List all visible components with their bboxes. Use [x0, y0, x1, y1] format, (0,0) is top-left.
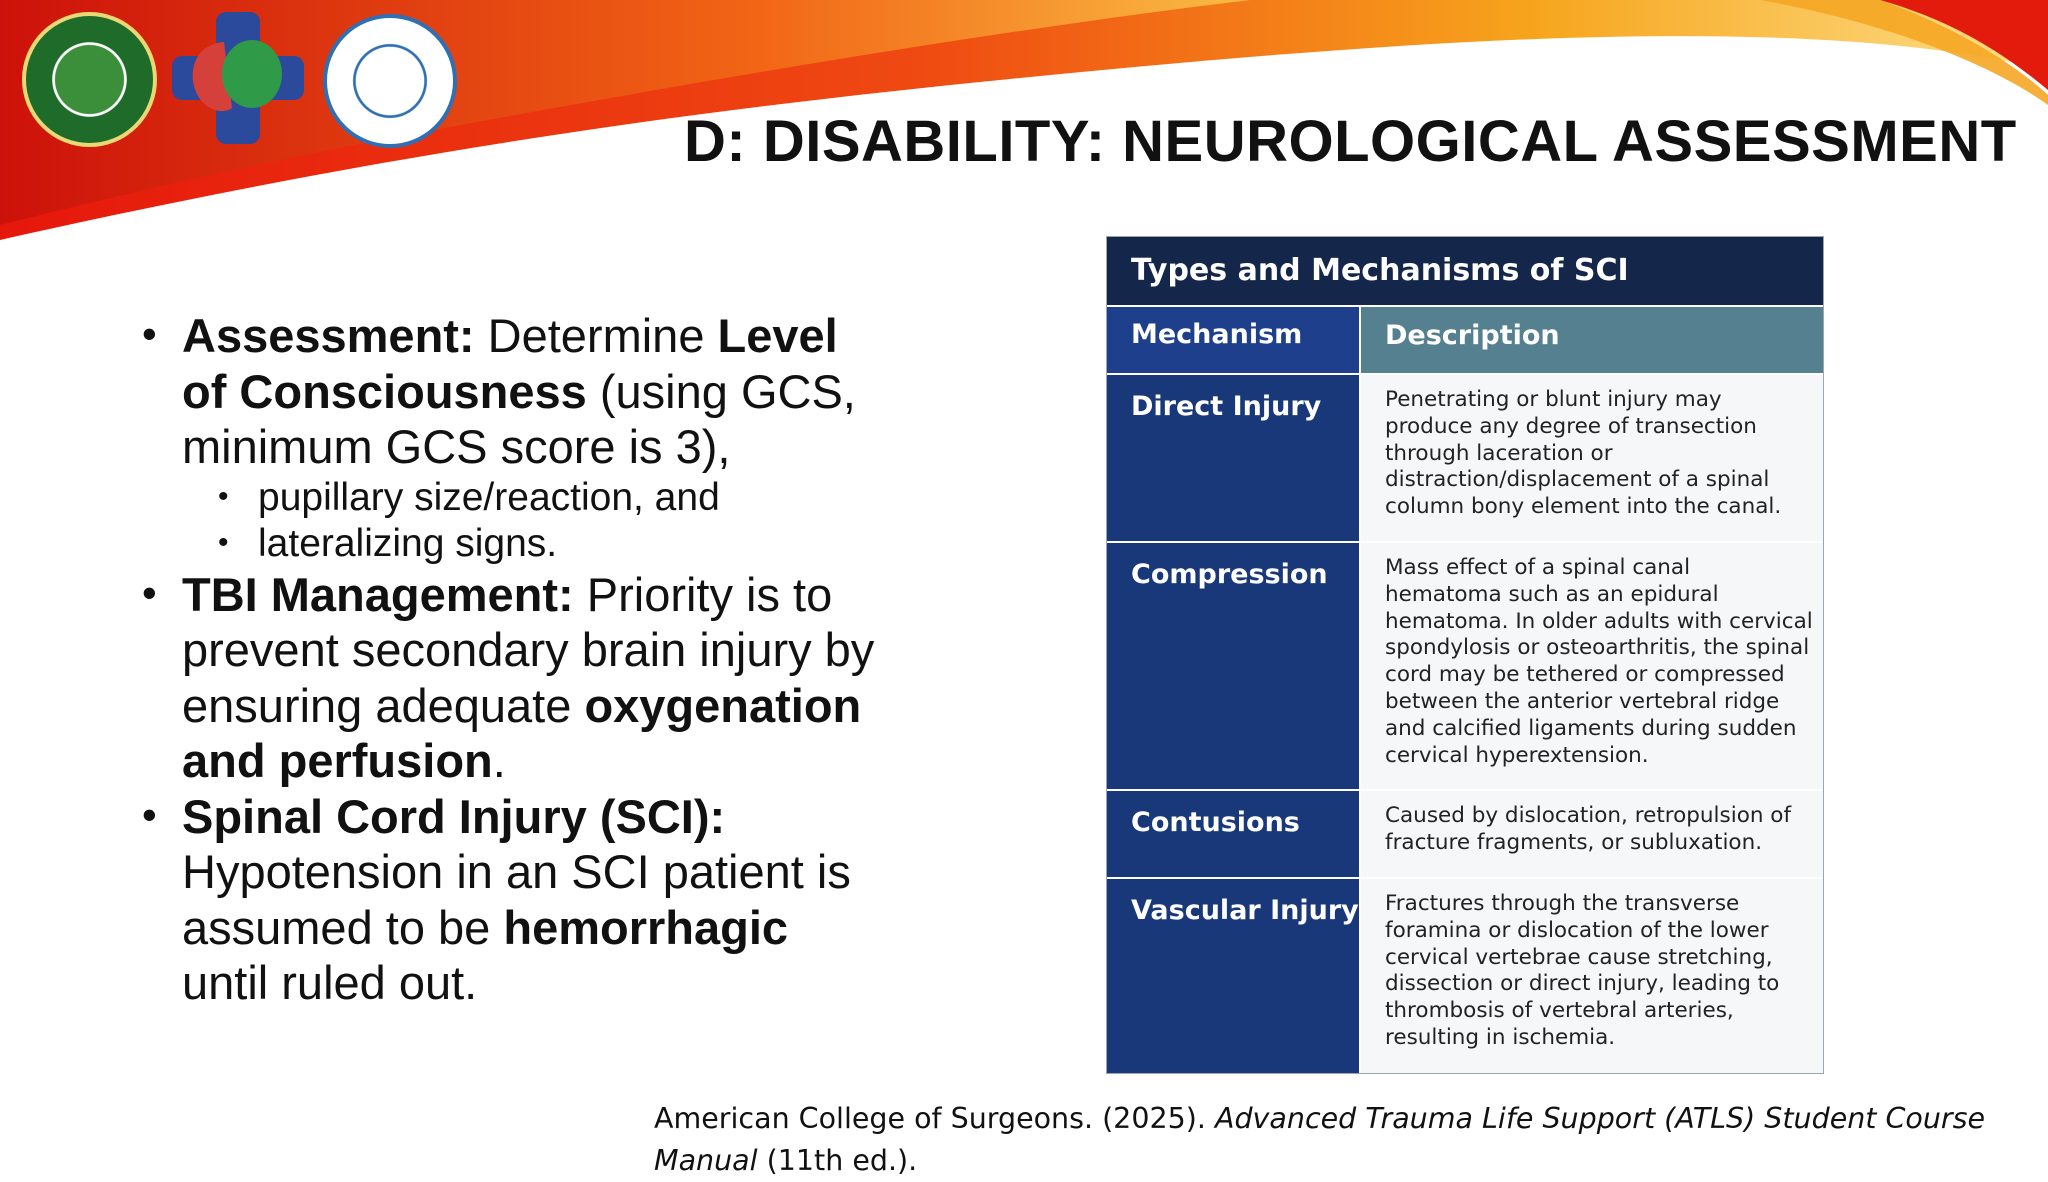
medical-cross-logo — [172, 12, 304, 144]
bullet-spinal-cord-injury: • Spinal Cord Injury (SCI): Hypotension in an SCI patient is assumed to be hemorrhagic until ruled out. — [140, 789, 880, 1011]
orthopaedi-traumatologi-logo — [22, 12, 157, 147]
citation — [654, 1098, 2014, 1182]
description-cell: Mass effect of a spinal canal hematoma such as an epidural hematoma. In older adults with cervical spondylosis or osteoarthritis, the spinal cord may be tethered or compressed between the anterior vertebral ridge and calcified ligaments during sudden cervical hyperextension. — [1361, 543, 1823, 789]
mechanism-cell: Contusions — [1107, 791, 1361, 877]
mechanism-cell: Vascular Injury — [1107, 879, 1361, 1073]
sci-mechanisms-table — [1106, 236, 1824, 1074]
mechanism-cell: Direct Injury — [1107, 375, 1361, 541]
column-header-mechanism: Mechanism — [1107, 307, 1361, 373]
table-caption: Types and Mechanisms of SCI — [1107, 237, 1823, 305]
description-cell: Penetrating or blunt injury may produce any degree of transection through laceration or distraction/displacement of a spinal column bony element into the canal. — [1361, 375, 1823, 541]
table-header-row — [1107, 305, 1823, 373]
table-row — [1107, 541, 1823, 789]
table-row — [1107, 373, 1823, 541]
column-header-description: Description — [1361, 307, 1823, 373]
sub-bullet-lateralizing: • lateralizing signs. — [140, 521, 880, 567]
mechanism-cell: Compression — [1107, 543, 1361, 789]
description-cell: Fractures through the transverse foramina or dislocation of the lower cervical vertebrae cause stretching, dissection or direct injury, leading to thrombosis of vertebral arteries, resulting in ischemia. — [1361, 879, 1823, 1073]
citation-line-1: American College of Surgeons. (2025). Advanced Trauma Life Support (ATLS) Student Course — [654, 1102, 1986, 1135]
bullet-assessment: • Assessment: Determine Level of Consciousness (using GCS, minimum GCS score is 3), — [140, 308, 880, 475]
table-row — [1107, 789, 1823, 877]
universitas-sebelas-maret-logo — [323, 14, 457, 148]
bullet-list — [140, 308, 880, 1011]
bullet-tbi-management: • TBI Management: Priority is to prevent secondary brain injury by ensuring adequate oxygenation and perfusion. — [140, 567, 880, 789]
sub-bullet-pupillary: • pupillary size/reaction, and — [140, 475, 880, 521]
description-cell: Caused by dislocation, retropulsion of fracture fragments, or subluxation. — [1361, 791, 1823, 877]
citation-line-2: Manual (11th ed.). — [654, 1144, 918, 1177]
slide-title: D: DISABILITY: NEUROLOGICAL ASSESSMENT — [684, 109, 2017, 174]
table-row — [1107, 877, 1823, 1073]
